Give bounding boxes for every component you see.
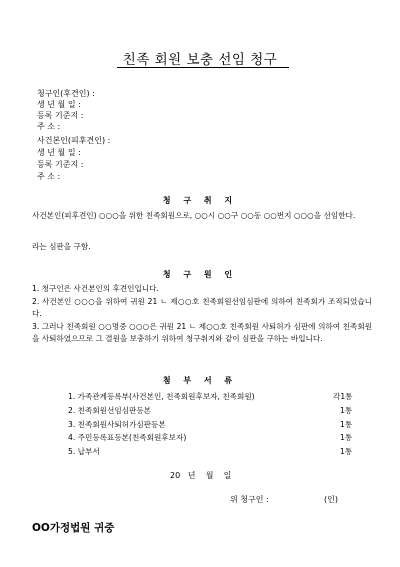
- claimant-registry-field: 등록 기준지 :: [37, 111, 84, 120]
- attachment-count: 1통: [340, 406, 353, 415]
- claimant-address-field: 주 소 :: [37, 122, 61, 131]
- attachment-count: 1통: [340, 447, 353, 456]
- court-addressee: OO가정법원 귀중: [32, 522, 115, 534]
- attachment-item: 5. 납부서: [68, 447, 100, 456]
- cause-item: 3. 그러나 친족회원 ○○명중 ○○○은 귀원 21 ㄴ 제○○호 친족회원 사퇴허가 심판에 의하여 친족회원을 사퇴하였으므로 그 결원을 보충하기 위하여 청구취지와 같이 심판을 구하는 바입니다.: [32, 322, 372, 344]
- attachment-count: 1통: [340, 420, 353, 429]
- document-title: 친족 회원 보충 선임 청구: [122, 52, 278, 68]
- attachment-item: 3. 친족회원사퇴허가심판등본: [68, 420, 166, 429]
- seal-mark: (인): [324, 495, 338, 504]
- cause-item: 2. 사건본인 ○○○을 위하여 귀원 21 ㄴ 제○○호 친족회원선임심판에 의하여 친족회가 조직되었습니다.: [32, 297, 372, 319]
- claimant-birth-field: 생 년 월 일 :: [37, 100, 81, 109]
- purpose-heading: 청 구 취 지: [162, 196, 238, 205]
- purpose-conclusion: 라는 심판을 구함.: [32, 242, 91, 251]
- subject-registry-field: 등록 기준지 :: [37, 160, 84, 169]
- title-underline: [117, 67, 289, 68]
- attachment-count: 1통: [340, 433, 353, 442]
- cause-heading: 청 구 원 인: [162, 270, 238, 279]
- attachments-heading: 첨 부 서 류: [162, 376, 238, 385]
- attachment-count: 각1통: [333, 392, 353, 401]
- attachment-item: 4. 주민등록표등본(친족회원후보자): [68, 433, 187, 442]
- attachment-item: 1. 가족관계등록부(사건본인, 친족회원후보자, 친족회원): [68, 392, 255, 401]
- signer-label: 위 청구인 :: [230, 495, 269, 504]
- subject-birth-field: 생 년 월 일 :: [37, 148, 81, 157]
- subject-field: 사건본인(피후견인) :: [37, 136, 111, 145]
- date-line: 20 년 월 일: [170, 471, 232, 480]
- subject-address-field: 주 소 :: [37, 172, 61, 181]
- claimant-field: 청구인(후견인) :: [37, 89, 95, 98]
- attachment-item: 2. 친족회원선임심판등본: [68, 406, 152, 415]
- cause-item: 1. 청구인은 사건본인의 후견인입니다.: [32, 284, 159, 293]
- purpose-text: 사건본인(피후견인) ○○○을 위한 친족회원으로, ○○시 ○○구 ○○동 ○○번지 ○○○을 선임한다.: [32, 211, 356, 220]
